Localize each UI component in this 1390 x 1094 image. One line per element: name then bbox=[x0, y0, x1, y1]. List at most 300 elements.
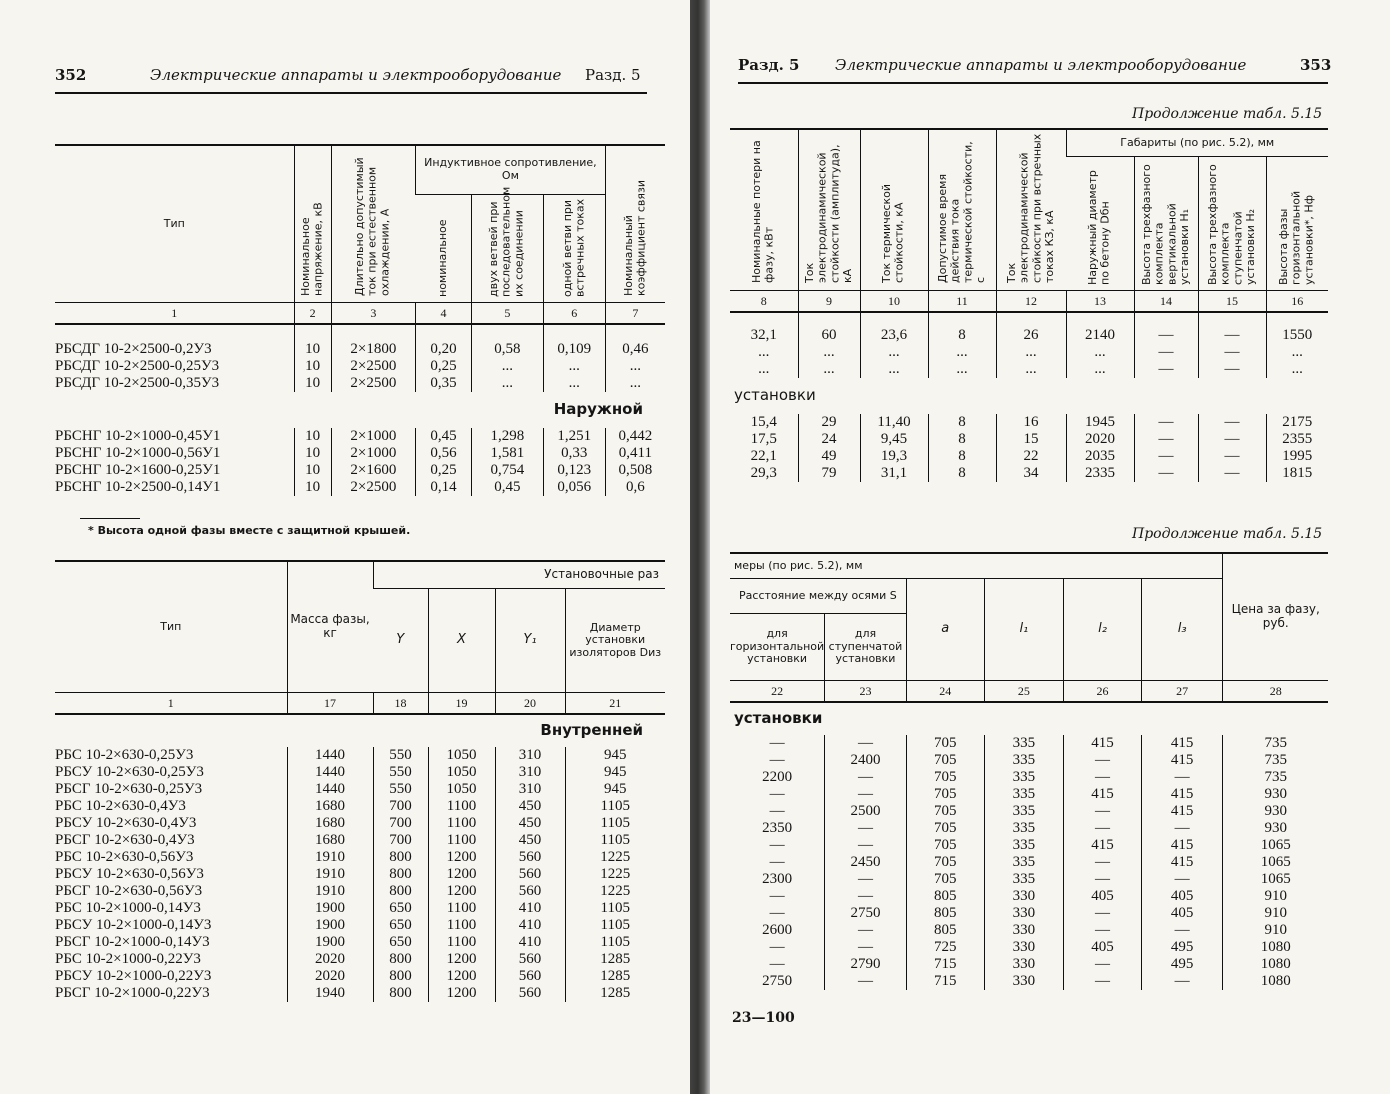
table-cell: 2790 bbox=[825, 956, 907, 973]
table-cell: 2750 bbox=[762, 973, 793, 989]
table-cell: 930 bbox=[1223, 820, 1328, 837]
table-cell: ... bbox=[928, 344, 996, 361]
table-cell: 2020 bbox=[287, 968, 373, 985]
col-diameter-header: Наружный диаметр по бетону Dбн bbox=[1086, 169, 1112, 285]
section-label-installation: установки bbox=[734, 709, 823, 727]
continuation-caption-1: Продолжение табл. 5.15 bbox=[1132, 106, 1323, 122]
table-cell: 1200 bbox=[428, 968, 495, 985]
row-type-cell: РБСУ 10-2×630-0,25У3 bbox=[55, 764, 204, 780]
col-y1-header: Y₁ bbox=[495, 589, 565, 693]
table-cell: 550 bbox=[373, 781, 428, 798]
table-cell: 705 bbox=[906, 837, 984, 854]
table-row bbox=[730, 448, 1328, 465]
table-cell: 725 bbox=[906, 939, 984, 956]
col-number: 17 bbox=[287, 693, 373, 715]
table-cell: 650 bbox=[373, 917, 428, 934]
table-cell: 2500 bbox=[825, 803, 907, 820]
row-type-cell: РБСУ 10-2×1000-0,22У3 bbox=[55, 968, 212, 984]
table-cell: 330 bbox=[984, 973, 1064, 990]
table-cell: — bbox=[825, 888, 907, 905]
table-cell: 560 bbox=[495, 985, 565, 1002]
table-row bbox=[55, 479, 665, 496]
table-row bbox=[730, 922, 1328, 939]
table-row bbox=[55, 849, 665, 866]
table-cell: 1105 bbox=[565, 917, 665, 934]
table-cell: 1100 bbox=[428, 900, 495, 917]
table-cell: 2×1800 bbox=[331, 324, 415, 358]
table-cell: 8 bbox=[928, 431, 996, 448]
table-cell: ... bbox=[798, 344, 860, 361]
table-cell: 10 bbox=[294, 479, 331, 496]
table-cell: — bbox=[769, 939, 785, 955]
table-cell: 2750 bbox=[825, 905, 907, 922]
table-cell: 2140 bbox=[1066, 312, 1134, 344]
col-number: 7 bbox=[605, 303, 665, 325]
row-type-cell: РБСУ 10-2×630-0,4У3 bbox=[55, 815, 197, 831]
table-cell: 34 bbox=[996, 465, 1066, 482]
table-cell: 8 bbox=[928, 312, 996, 344]
table-row bbox=[55, 428, 665, 445]
footnote-rule bbox=[80, 518, 140, 519]
table-row bbox=[55, 985, 665, 1002]
table-cell: 1105 bbox=[565, 815, 665, 832]
table-cell: — bbox=[825, 837, 907, 854]
table-cell: 0,411 bbox=[605, 445, 665, 462]
table-cell: 330 bbox=[984, 956, 1064, 973]
row-type-cell: РБСДГ 10-2×2500-0,35У3 bbox=[55, 375, 220, 391]
table-cell: 0,056 bbox=[543, 479, 605, 496]
col-thermal-header: Ток термической стойкости, кА bbox=[880, 184, 906, 284]
col-number: 12 bbox=[996, 291, 1066, 313]
table-cell: 2450 bbox=[825, 854, 907, 871]
table-cell: 1050 bbox=[428, 747, 495, 764]
table-cell: — bbox=[1141, 922, 1223, 939]
row-type-cell: РБС 10-2×630-0,56У3 bbox=[55, 849, 194, 865]
table-cell: 2×2500 bbox=[331, 375, 415, 392]
table-cell: 1105 bbox=[565, 900, 665, 917]
table-cell: 0,508 bbox=[605, 462, 665, 479]
table-row bbox=[55, 375, 665, 392]
table-cell: 415 bbox=[1141, 752, 1223, 769]
table-row bbox=[55, 358, 665, 375]
table-cell: ... bbox=[471, 375, 543, 392]
table-cell: 1100 bbox=[428, 832, 495, 849]
column-number-row bbox=[55, 693, 665, 715]
table-cell: 10 bbox=[294, 324, 331, 358]
table-cell: 335 bbox=[984, 752, 1064, 769]
col-diameter-header: Диаметр установки изоляторов Dиз bbox=[565, 589, 665, 693]
table-cell: — bbox=[1064, 905, 1142, 922]
table-cell: 405 bbox=[1141, 888, 1223, 905]
table-cell: 550 bbox=[373, 747, 428, 764]
table-cell: 0,25 bbox=[416, 358, 472, 375]
table-cell: 16 bbox=[996, 414, 1066, 431]
table-cell: 79 bbox=[798, 465, 860, 482]
table-cell: 735 bbox=[1223, 752, 1328, 769]
table-cell: 705 bbox=[906, 752, 984, 769]
table-cell: 410 bbox=[495, 900, 565, 917]
left-page bbox=[0, 0, 690, 1094]
table-cell: ... bbox=[471, 358, 543, 375]
table-cell: 450 bbox=[495, 832, 565, 849]
col-inductive-group-header: Индуктивное сопротивление, Ом bbox=[416, 145, 606, 195]
col-dims-group-header: меры (по рис. 5.2), мм bbox=[730, 553, 1223, 579]
col-number: 4 bbox=[416, 303, 472, 325]
table-cell: 705 bbox=[906, 871, 984, 888]
col-number: 20 bbox=[495, 693, 565, 715]
col-number: 5 bbox=[471, 303, 543, 325]
col-number: 13 bbox=[1066, 291, 1134, 313]
col-distance-header: Расстояние между осями S bbox=[730, 579, 906, 614]
table-cell: — bbox=[769, 854, 785, 870]
table-cell: 10 bbox=[294, 462, 331, 479]
table-cell: 0,58 bbox=[471, 324, 543, 358]
table-cell: ... bbox=[1266, 344, 1328, 361]
table-cell: 335 bbox=[984, 769, 1064, 786]
table-cell: 800 bbox=[373, 985, 428, 1002]
table-cell: 1285 bbox=[565, 968, 665, 985]
table-cell: 0,25 bbox=[416, 462, 472, 479]
row-type-cell: РБСНГ 10-2×2500-0,14У1 bbox=[55, 479, 221, 495]
table-cell: 1200 bbox=[428, 951, 495, 968]
table-cell: 2×1000 bbox=[331, 428, 415, 445]
table-row bbox=[730, 973, 1328, 990]
table-cell: — bbox=[825, 769, 907, 786]
table-cell: — bbox=[1134, 344, 1198, 361]
table-cell: ... bbox=[928, 361, 996, 378]
table-row bbox=[730, 786, 1328, 803]
table-cell: 405 bbox=[1064, 939, 1142, 956]
col-coupling-header: Номинальный коэффициент связи bbox=[621, 180, 648, 297]
col-one-branch-header: одной ветви при встречных токах bbox=[560, 198, 587, 297]
table-row bbox=[55, 445, 665, 462]
table-cell: 1285 bbox=[565, 951, 665, 968]
row-type-cell: РБС 10-2×1000-0,14У3 bbox=[55, 900, 201, 916]
table-cell: 415 bbox=[1141, 854, 1223, 871]
table-cell: 2355 bbox=[1266, 431, 1328, 448]
col-current-header: Длительно допустимый ток при естественном охлаждении, А bbox=[353, 157, 392, 297]
table-cell: 715 bbox=[906, 956, 984, 973]
table-cell: 1100 bbox=[428, 917, 495, 934]
col-number: 1 bbox=[55, 693, 287, 715]
table-cell: 10 bbox=[294, 428, 331, 445]
table-row bbox=[730, 888, 1328, 905]
table-cell: ... bbox=[996, 361, 1066, 378]
col-number: 6 bbox=[543, 303, 605, 325]
table-cell: ... bbox=[605, 358, 665, 375]
table-cell: ... bbox=[543, 358, 605, 375]
table-row bbox=[55, 968, 665, 985]
table-cell: 415 bbox=[1141, 786, 1223, 803]
table-cell: 560 bbox=[495, 866, 565, 883]
printer-signature: 23—100 bbox=[732, 1010, 795, 1026]
table-cell: — bbox=[825, 871, 907, 888]
table-cell: 495 bbox=[1141, 939, 1223, 956]
table-cell: ... bbox=[605, 375, 665, 392]
table-row bbox=[730, 837, 1328, 854]
table-cell: 0,20 bbox=[416, 324, 472, 358]
table-cell: — bbox=[1141, 973, 1223, 990]
table-cell: — bbox=[769, 752, 785, 768]
table-cell: 335 bbox=[984, 871, 1064, 888]
table-cell: 650 bbox=[373, 900, 428, 917]
table-cell: — bbox=[1134, 361, 1198, 378]
table-cell: 330 bbox=[984, 905, 1064, 922]
table-cell: 1080 bbox=[1223, 939, 1328, 956]
col-number: 18 bbox=[373, 693, 428, 715]
table-cell: 8 bbox=[928, 465, 996, 482]
table-cell: 450 bbox=[495, 798, 565, 815]
right-page bbox=[700, 0, 1390, 1094]
table-cell: 1900 bbox=[287, 934, 373, 951]
col-number: 23 bbox=[825, 681, 907, 703]
table-cell: 1065 bbox=[1223, 854, 1328, 871]
table-cell: 930 bbox=[1223, 786, 1328, 803]
col-type-header: Тип bbox=[55, 145, 294, 303]
table-cell: 1680 bbox=[287, 815, 373, 832]
table-cell: 700 bbox=[373, 832, 428, 849]
table-cell: — bbox=[1134, 312, 1198, 344]
table-cell: 0,6 bbox=[605, 479, 665, 496]
table-cell: — bbox=[769, 803, 785, 819]
table-cell: 9,45 bbox=[860, 431, 928, 448]
table-cell: — bbox=[769, 888, 785, 904]
col-number: 14 bbox=[1134, 291, 1198, 313]
table-row bbox=[55, 462, 665, 479]
table-cell: 805 bbox=[906, 888, 984, 905]
table-row bbox=[730, 939, 1328, 956]
table-cell: — bbox=[1198, 465, 1266, 482]
col-number: 1 bbox=[55, 303, 294, 325]
table-cell: 650 bbox=[373, 934, 428, 951]
table-cell: 1910 bbox=[287, 866, 373, 883]
col-type-header: Тип bbox=[55, 561, 287, 693]
table-cell: 310 bbox=[495, 781, 565, 798]
table-cell: 26 bbox=[996, 312, 1066, 344]
table-cell: ... bbox=[1066, 344, 1134, 361]
column-number-row bbox=[730, 291, 1328, 313]
section-label-outdoor: Наружной bbox=[553, 400, 643, 418]
table-cell: 705 bbox=[906, 786, 984, 803]
table-row bbox=[730, 769, 1328, 786]
table-cell: — bbox=[1064, 973, 1142, 990]
table-row bbox=[730, 752, 1328, 769]
table-cell: 330 bbox=[984, 922, 1064, 939]
table-cell: 1910 bbox=[287, 849, 373, 866]
table-cell: 715 bbox=[906, 973, 984, 990]
col-l1-header: l₁ bbox=[984, 579, 1064, 681]
table-cell: 0,14 bbox=[416, 479, 472, 496]
table-row bbox=[55, 764, 665, 781]
table-cell: 1225 bbox=[565, 883, 665, 900]
table-cell: — bbox=[769, 956, 785, 972]
table-row bbox=[730, 803, 1328, 820]
col-number: 21 bbox=[565, 693, 665, 715]
continuation-caption-2: Продолжение табл. 5.15 bbox=[1132, 526, 1323, 542]
table-cell: 1900 bbox=[287, 900, 373, 917]
table-cell: 1440 bbox=[287, 764, 373, 781]
table-cell: 1200 bbox=[428, 866, 495, 883]
row-type-cell: РБСГ 10-2×1000-0,22У3 bbox=[55, 985, 210, 1001]
table-cell: 0,109 bbox=[543, 324, 605, 358]
table-cell: 2020 bbox=[287, 951, 373, 968]
right-running-title: Электрические аппараты и электрооборудование bbox=[835, 56, 1247, 74]
row-type-cell: РБСГ 10-2×1000-0,14У3 bbox=[55, 934, 210, 950]
col-h1-header: Высота трехфазного комплекта вертикальной установки H₁ bbox=[1139, 163, 1191, 285]
right-electrical-table bbox=[730, 128, 1328, 482]
col-y-header: Y bbox=[373, 589, 428, 693]
table-cell: 910 bbox=[1223, 922, 1328, 939]
table-cell: 1200 bbox=[428, 883, 495, 900]
table-cell: 415 bbox=[1141, 803, 1223, 820]
table-cell: — bbox=[825, 922, 907, 939]
table-cell: 405 bbox=[1064, 888, 1142, 905]
table-cell: — bbox=[1141, 820, 1223, 837]
col-mass-header: Масса фазы, кг bbox=[287, 561, 373, 693]
table-cell: 17,5 bbox=[750, 431, 777, 447]
table-cell: 705 bbox=[906, 803, 984, 820]
table-cell: 1200 bbox=[428, 849, 495, 866]
table-cell: — bbox=[1198, 344, 1266, 361]
row-type-cell: РБСДГ 10-2×2500-0,25У3 bbox=[55, 358, 220, 374]
table-cell: ... bbox=[1266, 361, 1328, 378]
table-cell: 15 bbox=[996, 431, 1066, 448]
col-horizontal-header: для горизонтальной установки bbox=[730, 614, 825, 681]
table-cell: 1050 bbox=[428, 781, 495, 798]
row-type-cell: РБС 10-2×1000-0,22У3 bbox=[55, 951, 201, 967]
table-cell: 410 bbox=[495, 917, 565, 934]
table-cell: 1900 bbox=[287, 917, 373, 934]
col-a-header: a bbox=[906, 579, 984, 681]
table-cell: 800 bbox=[373, 866, 428, 883]
table-cell: 1105 bbox=[565, 934, 665, 951]
table-cell: ... bbox=[758, 361, 770, 377]
table-cell: 2×2500 bbox=[331, 358, 415, 375]
table-cell: 930 bbox=[1223, 803, 1328, 820]
table-cell: — bbox=[1198, 431, 1266, 448]
table-cell: 2×1000 bbox=[331, 445, 415, 462]
table-cell: 1225 bbox=[565, 849, 665, 866]
table-cell: — bbox=[1064, 820, 1142, 837]
table-cell: 60 bbox=[798, 312, 860, 344]
table-cell: — bbox=[1134, 465, 1198, 482]
table-cell: 1105 bbox=[565, 798, 665, 815]
col-nominal-header: номинальное bbox=[435, 219, 449, 297]
table-cell: 1105 bbox=[565, 832, 665, 849]
table-cell: 2×2500 bbox=[331, 479, 415, 496]
table-cell: 2600 bbox=[762, 922, 793, 938]
table-cell: — bbox=[1064, 769, 1142, 786]
table-cell: 335 bbox=[984, 786, 1064, 803]
table-cell: — bbox=[1064, 752, 1142, 769]
col-hf-header: Высота фазы горизонтальной установки*, Hф bbox=[1277, 190, 1316, 285]
col-number: 3 bbox=[331, 303, 415, 325]
table-cell: 1285 bbox=[565, 985, 665, 1002]
table-cell: 450 bbox=[495, 815, 565, 832]
table-cell: 410 bbox=[495, 934, 565, 951]
left-page-number: 352 bbox=[55, 66, 87, 84]
table-cell: 0,56 bbox=[416, 445, 472, 462]
table-cell: 15,4 bbox=[750, 414, 777, 430]
table-cell: 945 bbox=[565, 764, 665, 781]
col-install-group-header: Установочные раз bbox=[373, 561, 665, 589]
left-header-rule bbox=[55, 92, 647, 94]
table-row bbox=[55, 798, 665, 815]
table-cell: 415 bbox=[1064, 837, 1142, 854]
table-cell: 560 bbox=[495, 968, 565, 985]
table-cell: 330 bbox=[984, 888, 1064, 905]
table-cell: 8 bbox=[928, 414, 996, 431]
left-reactor-table bbox=[55, 144, 665, 496]
table-cell: 805 bbox=[906, 905, 984, 922]
table-cell: 2035 bbox=[1066, 448, 1134, 465]
table-cell: 24 bbox=[798, 431, 860, 448]
table-cell: 1100 bbox=[428, 798, 495, 815]
col-loss-header: Номинальные потери на фазу, кВт bbox=[750, 140, 776, 284]
table-cell: — bbox=[1141, 871, 1223, 888]
table-cell: 800 bbox=[373, 849, 428, 866]
right-section: Разд. 5 bbox=[738, 56, 800, 74]
table-cell: 560 bbox=[495, 849, 565, 866]
table-cell: — bbox=[825, 786, 907, 803]
row-type-cell: РБСНГ 10-2×1000-0,45У1 bbox=[55, 428, 221, 444]
table-cell: 29 bbox=[798, 414, 860, 431]
table-row bbox=[55, 832, 665, 849]
table-row bbox=[55, 934, 665, 951]
table-cell: 1065 bbox=[1223, 871, 1328, 888]
table-cell: 735 bbox=[1223, 769, 1328, 786]
table-row bbox=[730, 465, 1328, 482]
table-row bbox=[730, 956, 1328, 973]
table-cell: 0,33 bbox=[543, 445, 605, 462]
col-time-header: Допустимое время действия тока термической стойкости, с bbox=[935, 141, 987, 284]
col-number: 15 bbox=[1198, 291, 1266, 313]
table-row bbox=[55, 324, 665, 358]
table-cell: 0,46 bbox=[605, 324, 665, 358]
table-row bbox=[730, 344, 1328, 361]
table-cell: 1995 bbox=[1266, 448, 1328, 465]
table-cell: 1550 bbox=[1266, 312, 1328, 344]
table-cell: 335 bbox=[984, 837, 1064, 854]
left-section: Разд. 5 bbox=[585, 66, 641, 84]
table-cell: 700 bbox=[373, 798, 428, 815]
table-cell: ... bbox=[543, 375, 605, 392]
row-type-cell: РБС 10-2×630-0,25У3 bbox=[55, 747, 194, 763]
table-cell: 1,581 bbox=[471, 445, 543, 462]
table-row bbox=[730, 820, 1328, 837]
table-cell: 49 bbox=[798, 448, 860, 465]
table-cell: ... bbox=[758, 344, 770, 360]
col-electrodyn-header: Ток электродинамической стойкости (амплитуда), кА bbox=[802, 144, 854, 284]
table-cell: 1225 bbox=[565, 866, 665, 883]
table-cell: — bbox=[1134, 414, 1198, 431]
table-cell: 415 bbox=[1141, 837, 1223, 854]
table-cell: 2300 bbox=[762, 871, 793, 887]
col-l3-header: l₃ bbox=[1141, 579, 1223, 681]
table-cell: 2335 bbox=[1066, 465, 1134, 482]
right-header-rule bbox=[738, 82, 1328, 84]
table-cell: 310 bbox=[495, 747, 565, 764]
table-cell: 335 bbox=[984, 803, 1064, 820]
table-cell: 2350 bbox=[762, 820, 793, 836]
table-cell: — bbox=[825, 735, 907, 752]
table-cell: 705 bbox=[906, 769, 984, 786]
row-type-cell: РБСГ 10-2×630-0,56У3 bbox=[55, 883, 203, 899]
table-cell: 1,298 bbox=[471, 428, 543, 445]
table-cell: 910 bbox=[1223, 888, 1328, 905]
table-cell: 31,1 bbox=[860, 465, 928, 482]
table-cell: — bbox=[769, 735, 785, 751]
